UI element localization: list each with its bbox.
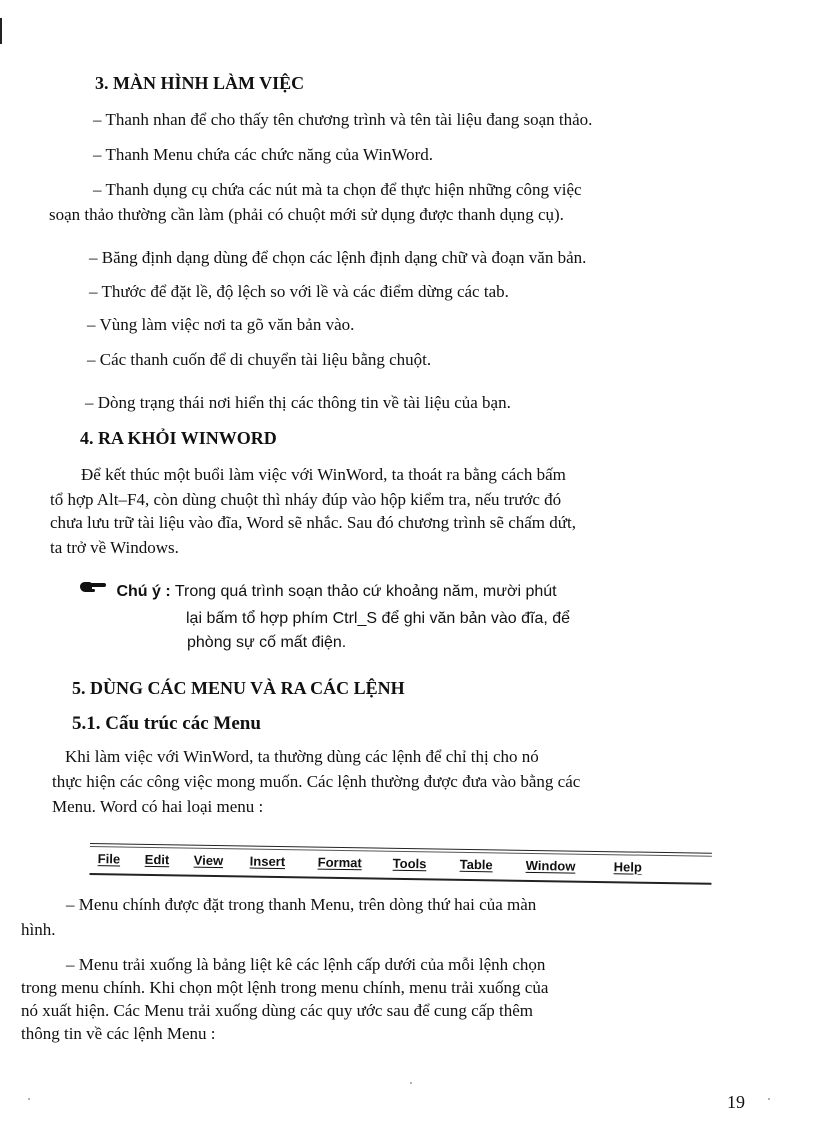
note-line-1: Trong quá trình soạn thảo cứ khoảng năm, mười phút	[174, 583, 557, 600]
scan-speck	[768, 1098, 770, 1100]
section-5-1-subheading: 5.1. Cấu trúc các Menu	[72, 713, 261, 734]
s5-dropdown-line-3: nó xuất hiện. Các Menu trải xuống dùng các quy ước sau để cung cấp thêm	[21, 1001, 534, 1020]
s5-intro-line-3: Menu. Word có hai loại menu :	[52, 797, 264, 816]
s5-dropdown-line-4: thông tin về các lệnh Menu :	[21, 1024, 216, 1043]
menu-edit[interactable]: Edit	[144, 851, 170, 868]
menu-help[interactable]: Help	[613, 859, 642, 875]
s3-line-1: – Thanh nhan để cho thấy tên chương trình và tên tài liệu đang soạn thảo.	[93, 110, 593, 129]
section-5-heading: 5. DÙNG CÁC MENU VÀ RA CÁC LỆNH	[72, 678, 405, 698]
note-label: Chú ý :	[116, 583, 171, 600]
s4-line-4: ta trở về Windows.	[50, 538, 179, 557]
s3-line-2: – Thanh Menu chứa các chức năng của WinWord.	[93, 145, 434, 164]
menu-file[interactable]: File	[97, 851, 121, 867]
s3-line-4: soạn thảo thường cần làm (phải có chuột mới sử dụng được thanh dụng cụ).	[49, 205, 564, 224]
s3-line-8: – Các thanh cuốn để di chuyển tài liệu bằng chuột.	[87, 350, 432, 369]
s3-line-6: – Thước để đặt lề, độ lệch so với lề và các điểm dừng các tab.	[89, 282, 509, 301]
menu-window[interactable]: Window	[525, 857, 576, 874]
page-number: 19	[727, 1092, 745, 1112]
s4-line-1: Để kết thúc một buổi làm việc với WinWord, ta thoát ra bằng cách bấm	[81, 465, 566, 484]
s4-line-2: tổ hợp Alt–F4, còn dùng chuột thì nháy đúp vào hộp kiểm tra, nếu trước đó	[50, 490, 562, 509]
pointing-hand-icon	[80, 580, 106, 594]
s5-dropdown-line-2: trong menu chính. Khi chọn một lệnh trong menu chính, menu trải xuống của	[21, 978, 549, 997]
scan-speck	[28, 1098, 30, 1100]
menu-view[interactable]: View	[193, 852, 224, 869]
section-4-heading: 4. RA KHỎI WINWORD	[80, 428, 277, 448]
s3-line-5: – Băng định dạng dùng để chọn các lệnh định dạng chữ và đoạn văn bản.	[89, 248, 587, 267]
s3-line-9: – Dòng trạng thái nơi hiển thị các thông tin về tài liệu của bạn.	[85, 393, 511, 412]
s5-menu-line-1: – Menu chính được đặt trong thanh Menu, trên dòng thứ hai của màn	[66, 895, 537, 914]
menu-format[interactable]: Format	[317, 854, 362, 871]
scan-edge-mark	[0, 18, 2, 44]
section-3-heading: 3. MÀN HÌNH LÀM VIỆC	[95, 73, 305, 93]
s5-intro-line-2: thực hiện các công việc mong muốn. Các lệnh thường được đưa vào bằng các	[52, 772, 581, 791]
scan-speck	[410, 1082, 412, 1084]
menu-bar-figure	[89, 843, 711, 889]
note-line-3: phòng sự cố mất điện.	[187, 634, 347, 651]
s5-intro-line-1: Khi làm việc với WinWord, ta thường dùng các lệnh để chỉ thị cho nó	[65, 747, 539, 766]
note-line-2: lại bấm tổ hợp phím Ctrl_S để ghi văn bản vào đĩa, để	[186, 610, 571, 627]
s4-line-3: chưa lưu trữ tài liệu vào đĩa, Word sẽ nhắc. Sau đó chương trình sẽ chấm dứt,	[50, 513, 576, 532]
s5-menu-line-2: hình.	[21, 920, 56, 939]
s5-dropdown-line-1: – Menu trải xuống là bảng liệt kê các lệnh cấp dưới của mỗi lệnh chọn	[66, 955, 546, 974]
s3-line-3: – Thanh dụng cụ chứa các nút mà ta chọn để thực hiện những công việc	[93, 180, 582, 199]
note-block	[80, 580, 557, 601]
menu-table[interactable]: Table	[459, 856, 493, 873]
menu-insert[interactable]: Insert	[249, 853, 286, 870]
menu-tools[interactable]: Tools	[392, 855, 427, 872]
s3-line-7: – Vùng làm việc nơi ta gõ văn bản vào.	[87, 315, 355, 334]
